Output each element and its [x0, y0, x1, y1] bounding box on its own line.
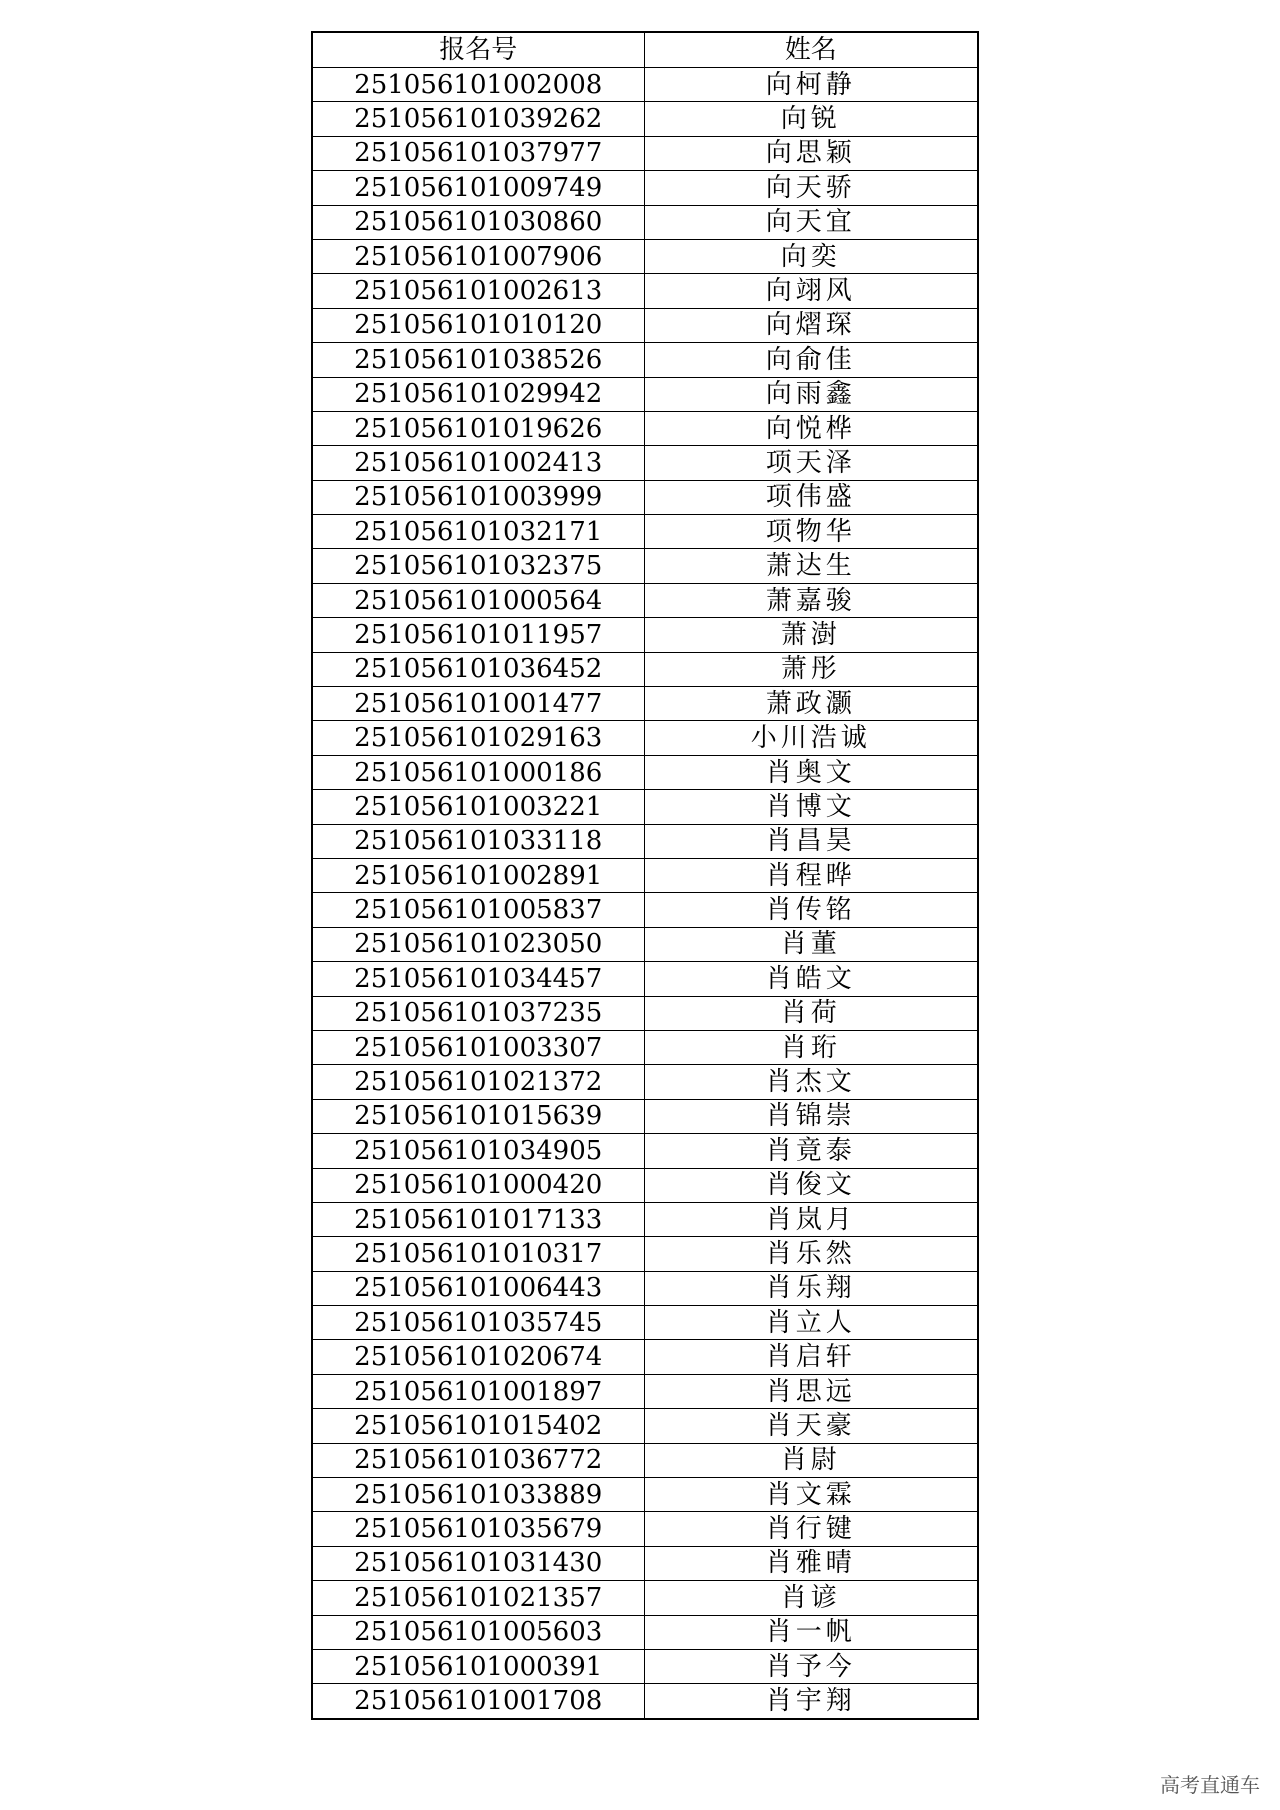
registration-number-cell: 251056101030860: [312, 205, 644, 239]
registration-number-cell: 251056101029942: [312, 377, 644, 411]
registration-number-cell: 251056101001708: [312, 1684, 644, 1719]
registration-number-cell: 251056101002891: [312, 858, 644, 892]
table-row: [312, 480, 978, 514]
table-row: [312, 1237, 978, 1271]
table-row: [312, 618, 978, 652]
registration-number-cell: 251056101015402: [312, 1409, 644, 1443]
registration-number-cell: 251056101019626: [312, 411, 644, 445]
header-name: 姓名: [644, 32, 978, 68]
registration-number-cell: 251056101005603: [312, 1615, 644, 1649]
name-cell: 肖行键: [644, 1512, 978, 1546]
table-row: [312, 205, 978, 239]
name-cell: 向奕: [644, 239, 978, 273]
name-cell: 小川浩诚: [644, 721, 978, 755]
registration-number-cell: 251056101034457: [312, 962, 644, 996]
registration-number-cell: 251056101021357: [312, 1581, 644, 1615]
registration-number-cell: 251056101002008: [312, 68, 644, 102]
name-cell: 向柯静: [644, 68, 978, 102]
table-row: [312, 343, 978, 377]
registration-number-cell: 251056101007906: [312, 239, 644, 273]
table-row: [312, 1512, 978, 1546]
table-row: [312, 1478, 978, 1512]
name-cell: 向天宜: [644, 205, 978, 239]
table-row: [312, 962, 978, 996]
table-row: [312, 583, 978, 617]
registration-number-cell: 251056101003221: [312, 790, 644, 824]
name-cell: 萧彤: [644, 652, 978, 686]
name-cell: 向悦桦: [644, 411, 978, 445]
registration-number-cell: 251056101021372: [312, 1065, 644, 1099]
name-cell: 肖杰文: [644, 1065, 978, 1099]
table-row: [312, 652, 978, 686]
name-cell: 肖文霖: [644, 1478, 978, 1512]
name-cell: 肖珩: [644, 1030, 978, 1064]
table-row: [312, 1134, 978, 1168]
table-row: [312, 1306, 978, 1340]
table-row: [312, 1065, 978, 1099]
registration-number-cell: 251056101000391: [312, 1649, 644, 1683]
name-cell: 肖奥文: [644, 755, 978, 789]
table-row: [312, 1443, 978, 1477]
name-cell: 肖俊文: [644, 1168, 978, 1202]
table-row: [312, 996, 978, 1030]
name-cell: 项物华: [644, 515, 978, 549]
registration-number-cell: 251056101033889: [312, 1478, 644, 1512]
table-row: [312, 549, 978, 583]
table-row: [312, 377, 978, 411]
name-cell: 肖博文: [644, 790, 978, 824]
table-row: [312, 308, 978, 342]
table-row: [312, 1168, 978, 1202]
name-cell: 肖一帆: [644, 1615, 978, 1649]
registration-number-cell: 251056101003999: [312, 480, 644, 514]
table-row: [312, 858, 978, 892]
name-cell: 向思颖: [644, 136, 978, 170]
registration-number-cell: 251056101038526: [312, 343, 644, 377]
registration-number-cell: 251056101036452: [312, 652, 644, 686]
registration-number-cell: 251056101036772: [312, 1443, 644, 1477]
name-cell: 肖予今: [644, 1649, 978, 1683]
roster-table: [311, 31, 979, 1720]
table-row: [312, 721, 978, 755]
name-cell: 萧嘉骏: [644, 583, 978, 617]
name-cell: 萧政灏: [644, 687, 978, 721]
name-cell: 肖董: [644, 927, 978, 961]
name-cell: 肖思远: [644, 1374, 978, 1408]
name-cell: 向俞佳: [644, 343, 978, 377]
table-row: [312, 824, 978, 858]
name-cell: 肖谚: [644, 1581, 978, 1615]
name-cell: 萧达生: [644, 549, 978, 583]
name-cell: 向锐: [644, 102, 978, 136]
name-cell: 肖锦崇: [644, 1099, 978, 1133]
name-cell: 肖天豪: [644, 1409, 978, 1443]
table-row: [312, 1271, 978, 1305]
name-cell: 肖传铭: [644, 893, 978, 927]
registration-number-cell: 251056101009749: [312, 171, 644, 205]
registration-number-cell: 251056101031430: [312, 1546, 644, 1580]
registration-number-cell: 251056101011957: [312, 618, 644, 652]
table-row: [312, 687, 978, 721]
registration-number-cell: 251056101006443: [312, 1271, 644, 1305]
registration-number-cell: 251056101035679: [312, 1512, 644, 1546]
name-cell: 肖乐然: [644, 1237, 978, 1271]
registration-number-cell: 251056101032375: [312, 549, 644, 583]
registration-number-cell: 251056101017133: [312, 1202, 644, 1236]
table-row: [312, 515, 978, 549]
name-cell: 向天骄: [644, 171, 978, 205]
table-row: [312, 1202, 978, 1236]
table-row: [312, 411, 978, 445]
header-row: [312, 32, 978, 68]
registration-number-cell: 251056101000420: [312, 1168, 644, 1202]
table-row: [312, 171, 978, 205]
name-cell: 肖荷: [644, 996, 978, 1030]
registration-number-cell: 251056101029163: [312, 721, 644, 755]
registration-number-cell: 251056101010317: [312, 1237, 644, 1271]
registration-number-cell: 251056101010120: [312, 308, 644, 342]
table-row: [312, 1581, 978, 1615]
registration-number-cell: 251056101035745: [312, 1306, 644, 1340]
watermark-text: 高考直通车: [1160, 1773, 1260, 1797]
registration-number-cell: 251056101023050: [312, 927, 644, 961]
table-row: [312, 68, 978, 102]
name-cell: 肖皓文: [644, 962, 978, 996]
table-row: [312, 790, 978, 824]
name-cell: 肖乐翔: [644, 1271, 978, 1305]
name-cell: 向熠琛: [644, 308, 978, 342]
name-cell: 肖程晔: [644, 858, 978, 892]
registration-number-cell: 251056101015639: [312, 1099, 644, 1133]
registration-number-cell: 251056101037235: [312, 996, 644, 1030]
registration-number-cell: 251056101003307: [312, 1030, 644, 1064]
table-row: [312, 1374, 978, 1408]
table-row: [312, 1615, 978, 1649]
name-cell: 项伟盛: [644, 480, 978, 514]
registration-number-cell: 251056101020674: [312, 1340, 644, 1374]
name-cell: 肖尉: [644, 1443, 978, 1477]
table-row: [312, 1546, 978, 1580]
table-row: [312, 927, 978, 961]
registration-number-cell: 251056101039262: [312, 102, 644, 136]
registration-number-cell: 251056101034905: [312, 1134, 644, 1168]
table-row: [312, 893, 978, 927]
registration-number-cell: 251056101002613: [312, 274, 644, 308]
registration-number-cell: 251056101000186: [312, 755, 644, 789]
table-row: [312, 446, 978, 480]
table-row: [312, 136, 978, 170]
name-cell: 肖启轩: [644, 1340, 978, 1374]
name-cell: 肖雅晴: [644, 1546, 978, 1580]
table-row: [312, 1684, 978, 1719]
table-row: [312, 239, 978, 273]
name-cell: 萧澍: [644, 618, 978, 652]
name-cell: 向雨鑫: [644, 377, 978, 411]
name-cell: 项天泽: [644, 446, 978, 480]
name-cell: 肖昌昊: [644, 824, 978, 858]
table-row: [312, 1030, 978, 1064]
roster-body: [312, 68, 978, 1719]
name-cell: 向翊风: [644, 274, 978, 308]
registration-number-cell: 251056101000564: [312, 583, 644, 617]
name-cell: 肖立人: [644, 1306, 978, 1340]
table-row: [312, 755, 978, 789]
registration-number-cell: 251056101002413: [312, 446, 644, 480]
registration-number-cell: 251056101001477: [312, 687, 644, 721]
table-row: [312, 1649, 978, 1683]
table-row: [312, 1409, 978, 1443]
table-row: [312, 1099, 978, 1133]
registration-number-cell: 251056101037977: [312, 136, 644, 170]
registration-number-cell: 251056101005837: [312, 893, 644, 927]
table-row: [312, 274, 978, 308]
registration-number-cell: 251056101001897: [312, 1374, 644, 1408]
registration-number-cell: 251056101033118: [312, 824, 644, 858]
table-row: [312, 1340, 978, 1374]
registration-number-cell: 251056101032171: [312, 515, 644, 549]
name-cell: 肖宇翔: [644, 1684, 978, 1719]
name-cell: 肖竟泰: [644, 1134, 978, 1168]
header-registration-number: 报名号: [312, 32, 644, 68]
name-cell: 肖岚月: [644, 1202, 978, 1236]
table-row: [312, 102, 978, 136]
